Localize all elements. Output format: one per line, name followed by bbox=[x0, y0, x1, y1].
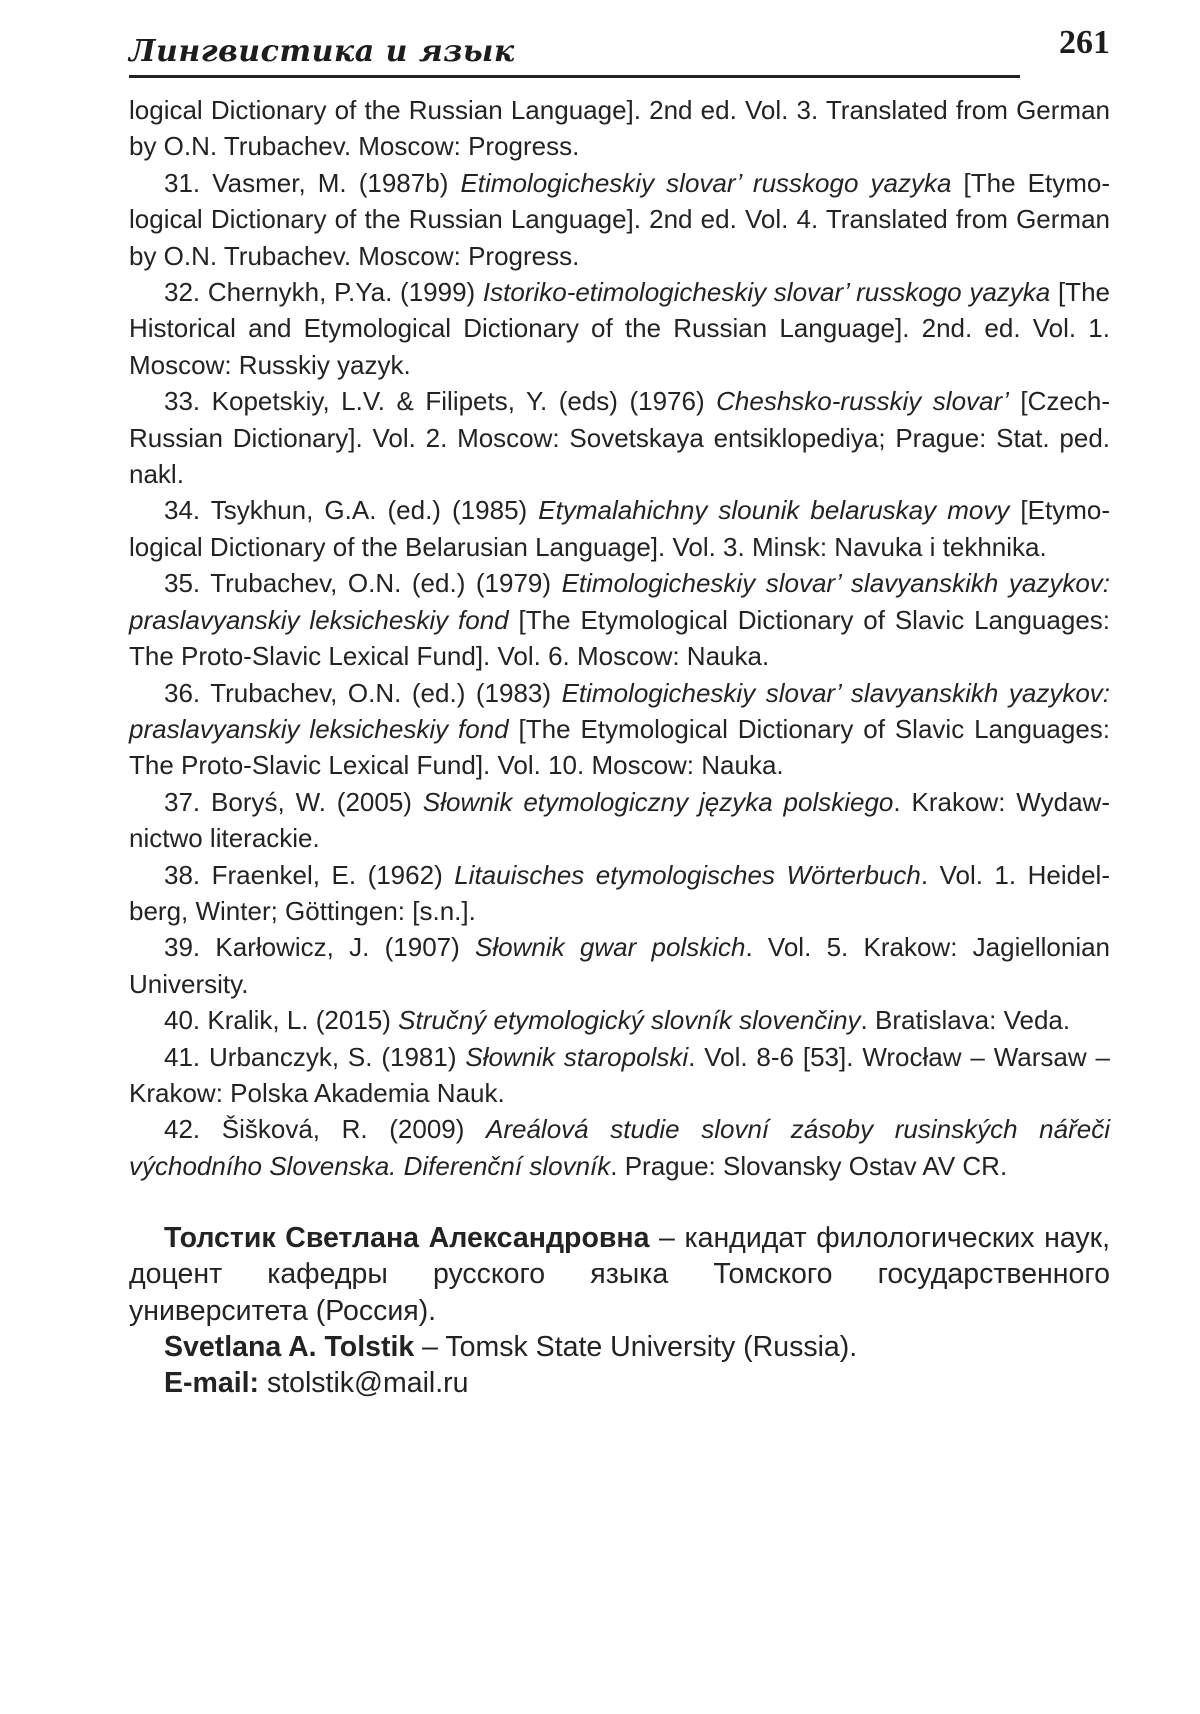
reference-title: Słownik gwar polskich bbox=[475, 932, 746, 963]
reference-item bbox=[129, 784, 1110, 857]
author-info bbox=[129, 1220, 1110, 1401]
reference-title: Słownik etymologiczny języka polskiego bbox=[422, 786, 894, 817]
reference-details: . Krakow: Wydawnictwo literackie. bbox=[129, 786, 1110, 854]
reference-details: . Bratislava: Veda. bbox=[860, 1005, 1071, 1036]
reference-continuation: logical Dictionary of the Russian Language]. 2nd ed. Vol. 3. Translated from German by O.N. Trubachev. Moscow: Progress. bbox=[129, 95, 1110, 162]
reference-details: [The Etymological Dictionary of Slavic Languages: The Proto-Slavic Lexical Fund]. Vol. 10. Moscow: Nauka. bbox=[129, 713, 1110, 781]
author-desc-en: – Tomsk State University (Russia). bbox=[414, 1330, 858, 1363]
email-value: stolstik@mail.ru bbox=[259, 1367, 469, 1399]
reference-citation: 40. Kralik, L. (2015) bbox=[164, 1005, 399, 1036]
reference-title: Etimologicheskiy slovar’ slavyanskikh yazykov: praslavyanskiy leksicheskiy fond bbox=[129, 677, 1111, 744]
author-email bbox=[129, 1365, 1110, 1401]
reference-details: [The Etymological Dictionary of Slavic Languages: The Proto-Slavic Lexical Fund]. Vol. 6. Moscow: Nauka. bbox=[129, 604, 1110, 672]
reference-details: . Vol. 8-6 [53]. Wrocław – Warsaw – Krakow: Polska Akademia Nauk. bbox=[129, 1041, 1110, 1108]
reference-item bbox=[129, 1039, 1110, 1112]
reference-item bbox=[129, 1111, 1110, 1184]
reference-item bbox=[129, 492, 1110, 565]
reference-title: Istoriko-etimologicheskiy slovar’ russkogo yazyka bbox=[482, 277, 1051, 308]
reference-title: Areálová studie slovní zásoby rusinských nářeči východního Slovenska. Diferenční slovník bbox=[129, 1114, 1110, 1181]
reference-title: Etimologicheskiy slovar’ russkogo yazyka bbox=[460, 167, 952, 198]
author-desc-ru: – кандидат филологических наук, доцент кафедры русского языка Томского государственного университета (Россия). bbox=[129, 1222, 1110, 1327]
reference-details: [The Historical and Etymological Dictionary of the Russian Language]. 2nd. ed. Vol. 1. Moscow: Russkiy yazyk. bbox=[129, 277, 1110, 380]
reference-citation: 36. Trubachev, O.N. (ed.) (1983) bbox=[164, 677, 562, 708]
reference-item bbox=[129, 857, 1110, 930]
reference-details: . Vol. 5. Krakow: Jagiellonian University. bbox=[129, 932, 1111, 999]
reference-citation: 41. Urbanczyk, S. (1981) bbox=[164, 1041, 466, 1072]
reference-citation: 38. Fraenkel, E. (1962) bbox=[164, 859, 455, 890]
reference-title: Etymalahichny slounik belaruskay movy bbox=[538, 495, 1010, 526]
reference-citation: 31. Vasmer, M. (1987b) bbox=[164, 167, 461, 198]
reference-items bbox=[129, 165, 1110, 1184]
reference-citation: 37. Boryś, W. (2005) bbox=[164, 786, 423, 817]
reference-title: Cheshsko-russkiy slovar’ bbox=[716, 386, 1009, 417]
reference-item bbox=[129, 565, 1110, 674]
author-name-ru: Толстик Светлана Александровна bbox=[164, 1222, 650, 1255]
reference-details: [Czech-Russian Dictionary]. Vol. 2. Moscow: Sovetskaya entsiklopediya; Prague: Stat. ped. nakl. bbox=[129, 386, 1110, 490]
reference-details: . Prague: Slovansky Ostav AV CR. bbox=[610, 1150, 1008, 1181]
reference-citation: 35. Trubachev, O.N. (ed.) (1979) bbox=[164, 568, 562, 599]
reference-item bbox=[129, 383, 1110, 492]
reference-title: Litauisches etymologisches Wörterbuch bbox=[454, 859, 921, 890]
reference-details: [The Etymological Dictionary of the Russian Language]. 2nd ed. Vol. 4. Translated from German by O.N. Trubachev. Moscow: Progress. bbox=[129, 167, 1110, 271]
reference-citation: 42. Šišková, R. (2009) bbox=[164, 1114, 487, 1145]
reference-citation: 33. Kopetskiy, L.V. & Filipets, Y. (eds) (1976) bbox=[164, 386, 717, 417]
journal-section-title: Лингвистика и язык bbox=[129, 34, 515, 69]
reference-item bbox=[129, 1002, 1110, 1038]
reference-item bbox=[129, 929, 1110, 1002]
running-header bbox=[129, 24, 1110, 78]
reference-title: Stručný etymologický slovník slovenčiny bbox=[398, 1005, 861, 1036]
reference-citation: 34. Tsykhun, G.A. (ed.) (1985) bbox=[164, 495, 539, 526]
author-russian bbox=[129, 1220, 1110, 1329]
reference-details: [Etymological Dictionary of the Belarusian Language]. Vol. 3. Minsk: Navuka i tekhnika. bbox=[129, 495, 1110, 562]
reference-item bbox=[129, 675, 1110, 784]
page-number: 261 bbox=[1059, 24, 1110, 61]
reference-item bbox=[129, 274, 1110, 383]
reference-citation: 32. Chernykh, P.Ya. (1999) bbox=[164, 277, 483, 308]
reference-title: Etimologicheskiy slovar’ slavyanskikh yazykov: praslavyanskiy leksicheskiy fond bbox=[129, 568, 1111, 635]
author-name-en: Svetlana A. Tolstik bbox=[164, 1330, 415, 1363]
reference-title: Słownik staropolski bbox=[465, 1041, 689, 1072]
email-label: E-mail: bbox=[164, 1367, 260, 1399]
author-english bbox=[129, 1329, 1110, 1365]
reference-item bbox=[129, 165, 1110, 274]
reference-details: . Vol. 1. Heidelberg, Winter; Göttingen: [s.n.]. bbox=[129, 859, 1110, 926]
reference-list bbox=[129, 92, 1110, 1184]
reference-citation: 39. Karłowicz, J. (1907) bbox=[164, 932, 476, 963]
